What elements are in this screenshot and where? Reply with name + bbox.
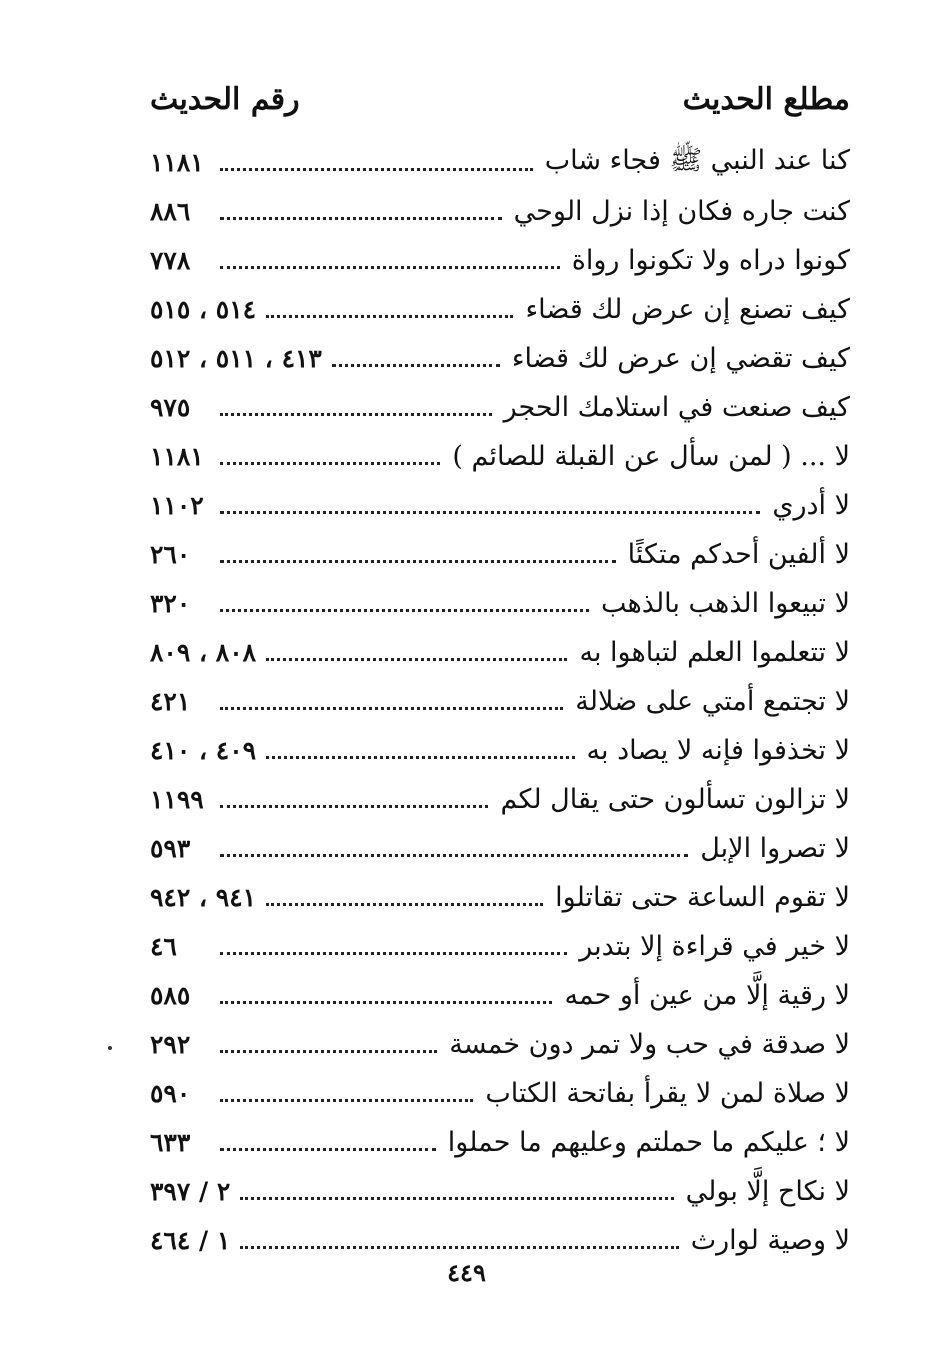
dot-leader bbox=[266, 315, 513, 318]
entry-refs: ٢٩٢ bbox=[150, 1030, 191, 1059]
dot-leader bbox=[220, 1148, 436, 1151]
entry-refs: ٨٨٦ bbox=[150, 197, 191, 226]
entry-text: كيف صنعت في استلامك الحجر bbox=[503, 392, 850, 423]
entry-refs: ١١٩٩ bbox=[150, 785, 204, 814]
index-entry bbox=[150, 432, 850, 481]
dot-leader bbox=[332, 364, 500, 367]
index-entry bbox=[150, 677, 850, 726]
entry-refs: ٢٦٠ bbox=[150, 540, 191, 569]
index-entries bbox=[150, 138, 850, 1265]
dot-leader bbox=[220, 266, 560, 269]
entry-text: لا وصية لوارث bbox=[690, 1225, 850, 1256]
index-entry bbox=[150, 138, 850, 187]
entry-refs: ٥٩٠ bbox=[150, 1079, 191, 1108]
dot-leader bbox=[266, 658, 567, 661]
entry-text: لا أدري bbox=[772, 490, 850, 521]
index-entry bbox=[150, 824, 850, 873]
column-heading-hadith-number: رقم الحديث bbox=[150, 82, 300, 117]
index-entry bbox=[150, 579, 850, 628]
index-entry bbox=[150, 187, 850, 236]
dot-leader bbox=[220, 805, 488, 808]
entry-refs: ٤٠٩ ، ٤١٠ bbox=[150, 736, 257, 765]
entry-text: لا تجتمع أمتي على ضلالة bbox=[575, 686, 850, 717]
entry-refs: ٦٣٣ bbox=[150, 1128, 191, 1157]
entry-text: لا تبيعوا الذهب بالذهب bbox=[601, 588, 850, 619]
dot-leader bbox=[266, 756, 574, 759]
dot-leader bbox=[220, 1001, 552, 1004]
index-entry bbox=[150, 1118, 850, 1167]
table-header bbox=[150, 82, 850, 126]
entry-text: كيف تقضي إن عرض لك قضاء bbox=[511, 343, 850, 374]
entry-refs: ٩٧٥ bbox=[150, 393, 191, 422]
entry-text: كنا عند النبي ﷺ فجاء شاب bbox=[544, 144, 850, 176]
index-entry bbox=[150, 628, 850, 677]
entry-text: لا ... ( لمن سأل عن القبلة للصائم ) bbox=[452, 441, 850, 472]
index-entry bbox=[150, 383, 850, 432]
index-entry bbox=[150, 971, 850, 1020]
dot-leader bbox=[220, 560, 616, 563]
entry-text: لا تخذفوا فإنه لا يصاد به bbox=[586, 735, 850, 766]
index-entry bbox=[150, 1167, 850, 1216]
column-heading-hadith-opening: مطلع الحديث bbox=[682, 82, 850, 117]
entry-refs: ١١٠٢ bbox=[150, 491, 204, 520]
entry-refs: ٥٨٥ bbox=[150, 981, 191, 1010]
dot-leader bbox=[220, 609, 589, 612]
index-entry bbox=[150, 1020, 850, 1069]
index-entry bbox=[150, 775, 850, 824]
entry-text: لا تقوم الساعة حتى تقاتلوا bbox=[555, 882, 850, 913]
index-entry bbox=[150, 873, 850, 922]
index-entry bbox=[150, 726, 850, 775]
entry-text: لا تتعلموا العلم لتباهوا به bbox=[579, 637, 850, 668]
entry-refs: ٤٦ bbox=[150, 932, 177, 961]
entry-refs: ٣٢٠ bbox=[150, 589, 191, 618]
entry-text: كونوا دراه ولا تكونوا رواة bbox=[571, 245, 850, 276]
entry-refs: ٩٤١ ، ٩٤٢ bbox=[150, 883, 257, 912]
dot-leader bbox=[220, 1099, 473, 1102]
dot-leader bbox=[220, 168, 533, 171]
dot-leader bbox=[240, 1246, 678, 1249]
entry-refs: ٥٩٣ bbox=[150, 834, 191, 863]
dot-leader bbox=[220, 462, 440, 465]
index-entry bbox=[150, 922, 850, 971]
page-number: ٤٤٩ bbox=[447, 1258, 486, 1287]
entry-refs: ٢ / ٣٩٧ bbox=[150, 1177, 231, 1206]
index-entry bbox=[150, 530, 850, 579]
entry-text: لا نكاح إلَّا بولي bbox=[685, 1176, 850, 1207]
dot-leader bbox=[266, 903, 543, 906]
dot-leader bbox=[220, 413, 492, 416]
entry-text: لا ألفين أحدكم متكئًا bbox=[627, 539, 850, 570]
dot-leader bbox=[220, 1050, 437, 1053]
index-entry bbox=[150, 1069, 850, 1118]
dot-leader bbox=[220, 952, 567, 955]
entry-refs: ١١٨١ bbox=[150, 442, 204, 471]
entry-refs: ٤٢١ bbox=[150, 687, 191, 716]
index-entry bbox=[150, 481, 850, 530]
dot-leader bbox=[240, 1197, 673, 1200]
dot-leader bbox=[220, 854, 688, 857]
entry-text: لا ؛ عليكم ما حملتم وعليهم ما حملوا bbox=[447, 1127, 850, 1158]
entry-refs: ٤١٣ ، ٥١١ ، ٥١٢ bbox=[150, 344, 322, 373]
entry-text: لا رقية إلَّا من عين أو حمه bbox=[564, 980, 850, 1011]
dot-leader bbox=[220, 707, 563, 710]
entry-refs: ١١٨١ bbox=[150, 148, 204, 177]
entry-text: كنت جاره فكان إذا نزل الوحي bbox=[513, 196, 850, 227]
dot-leader bbox=[220, 511, 760, 514]
entry-text: لا صلاة لمن لا يقرأ بفاتحة الكتاب bbox=[485, 1078, 850, 1109]
entry-refs: ٨٠٨ ، ٨٠٩ bbox=[150, 638, 257, 667]
index-entry bbox=[150, 236, 850, 285]
entry-text: لا صدقة في حب ولا تمر دون خمسة bbox=[449, 1029, 850, 1060]
entry-text: لا تصروا الإبل bbox=[700, 833, 850, 864]
scan-speck bbox=[108, 1046, 112, 1050]
entry-text: لا خير في قراءة إلا بتدبر bbox=[579, 931, 850, 962]
index-entry bbox=[150, 285, 850, 334]
index-entry bbox=[150, 334, 850, 383]
entry-refs: ٥١٤ ، ٥١٥ bbox=[150, 295, 257, 324]
entry-text: لا تزالون تسألون حتى يقال لكم bbox=[500, 784, 850, 815]
entry-refs: ١ / ٤٦٤ bbox=[150, 1226, 231, 1255]
entry-text: كيف تصنع إن عرض لك قضاء bbox=[525, 294, 850, 325]
dot-leader bbox=[220, 217, 502, 220]
entry-refs: ٧٧٨ bbox=[150, 246, 191, 275]
